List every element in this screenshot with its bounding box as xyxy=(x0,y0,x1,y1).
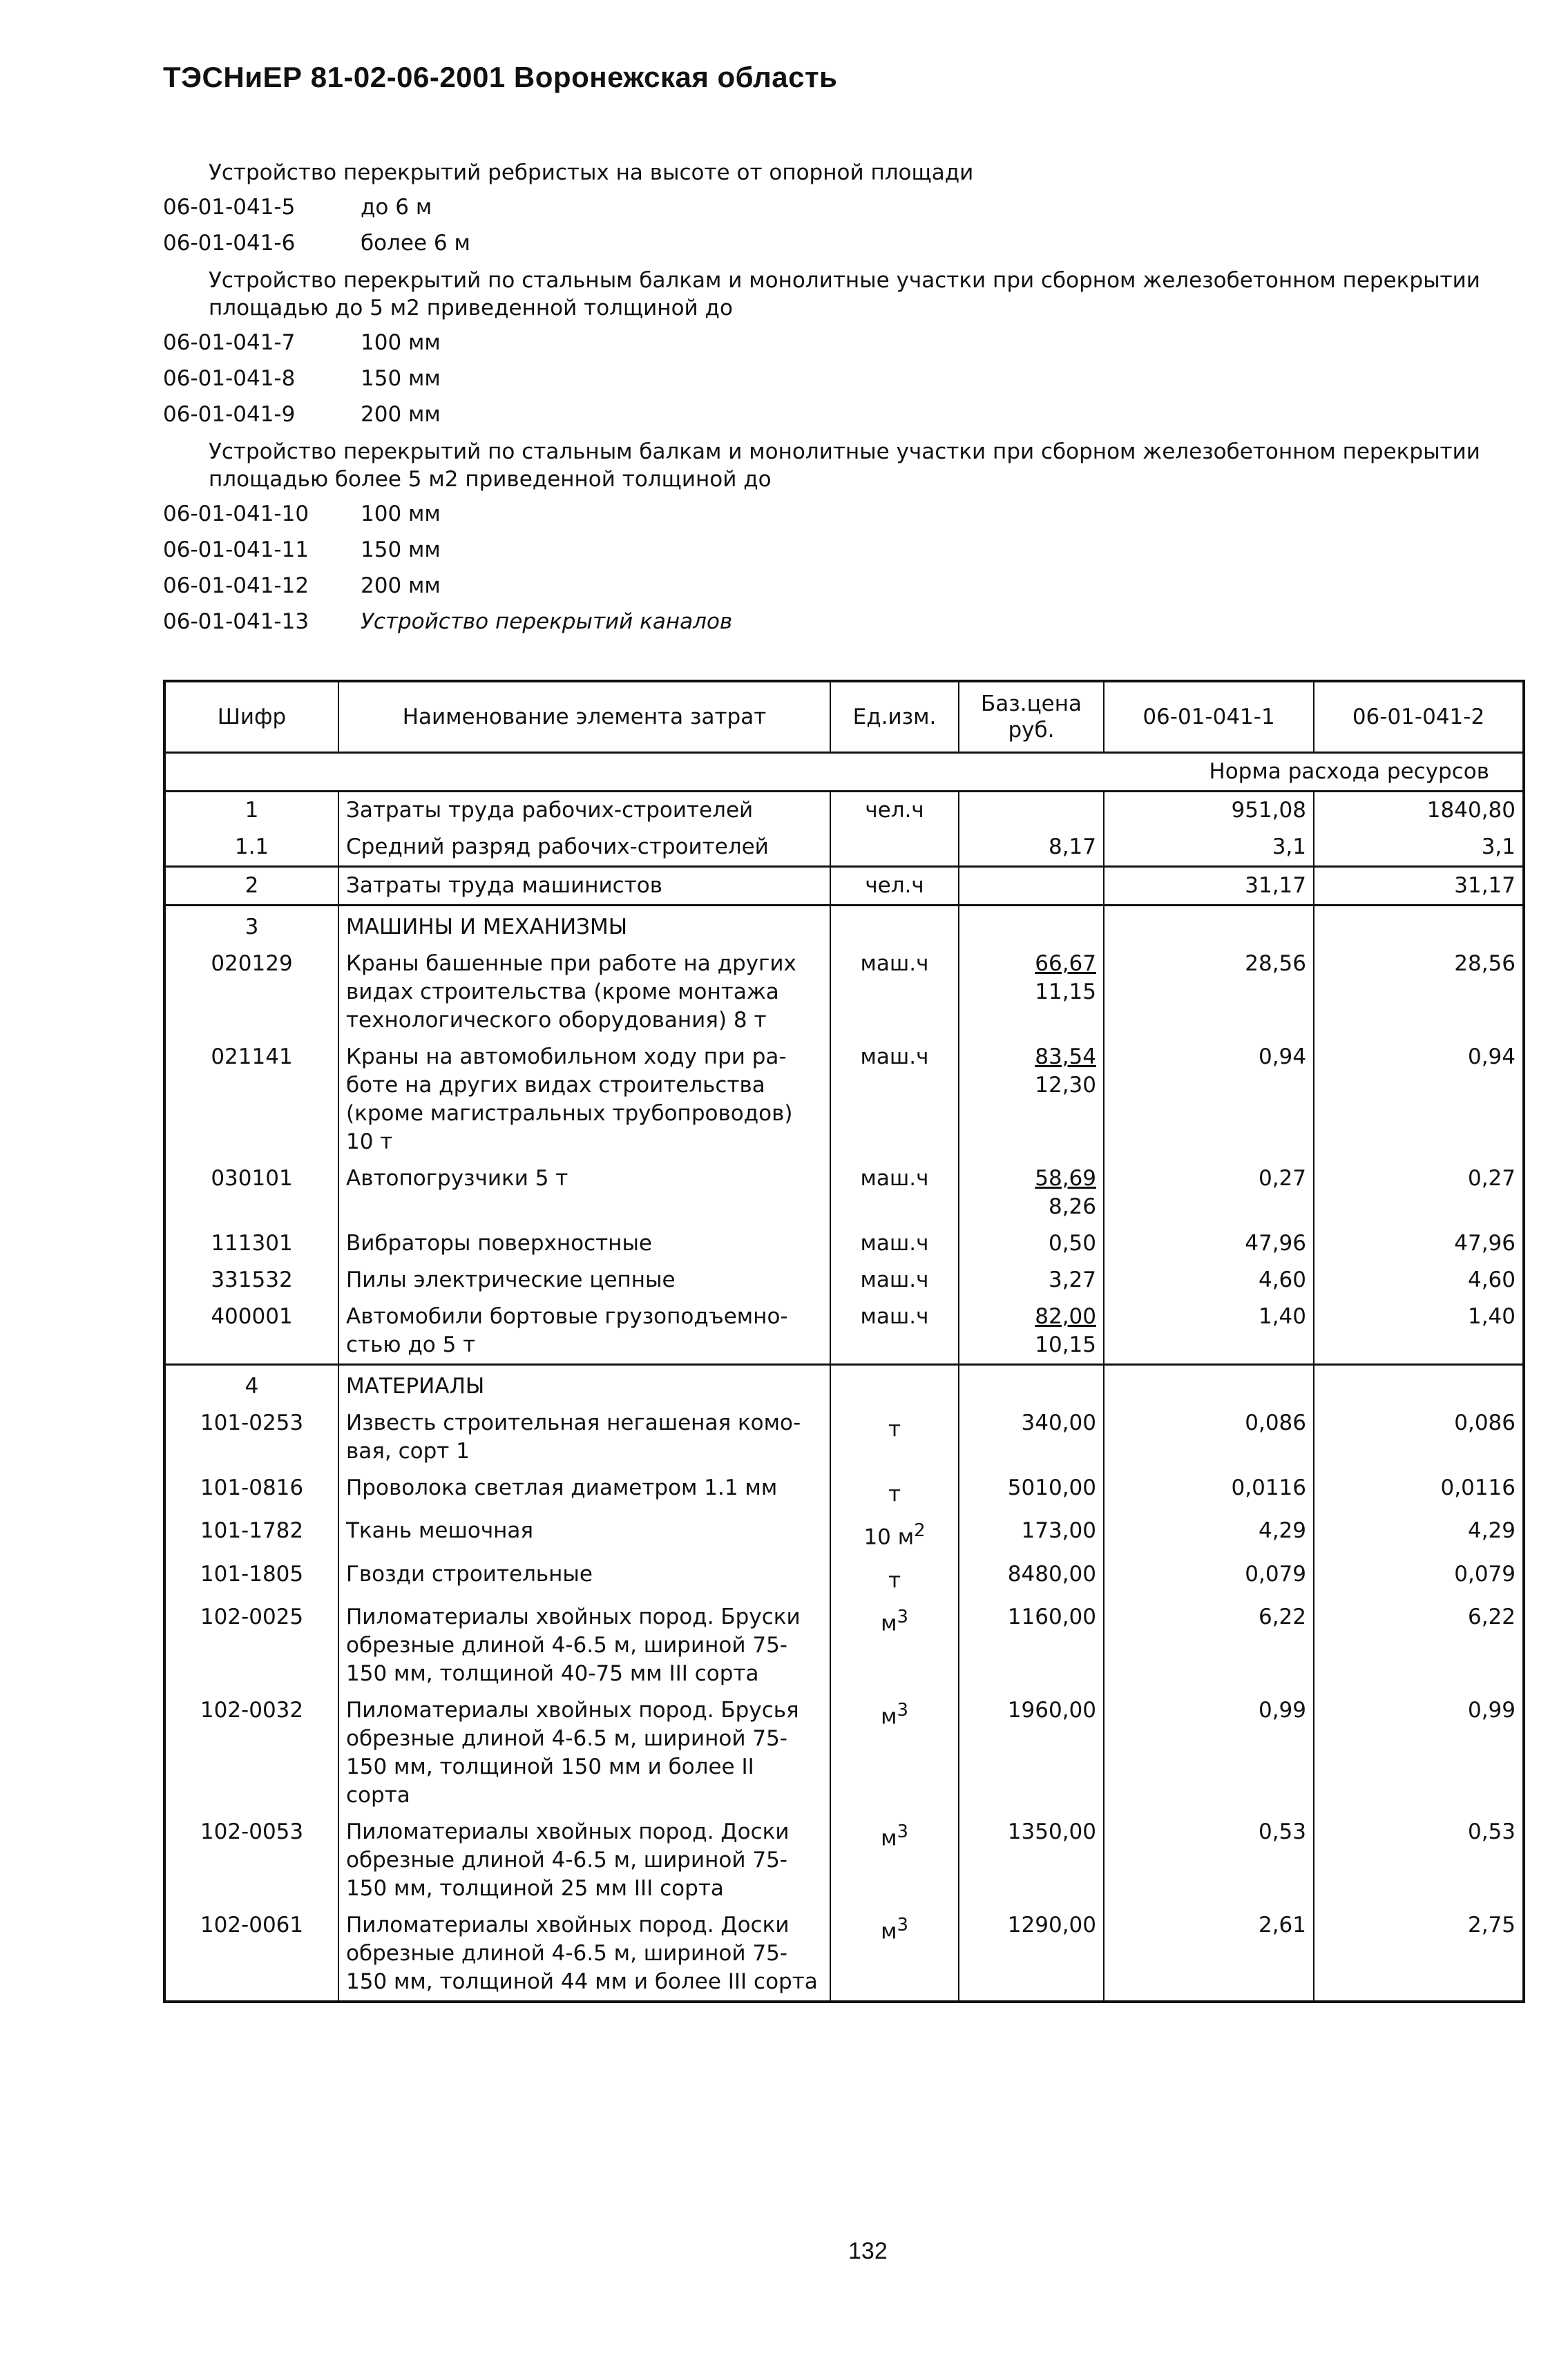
row-code: 1 xyxy=(164,792,338,830)
table-row xyxy=(164,1039,1524,1160)
price-total: 66,67 xyxy=(1035,951,1096,976)
row-value-2: 1840,80 xyxy=(1314,792,1524,830)
item-code: 06-01-041-8 xyxy=(163,366,296,391)
row-price: 340,00 xyxy=(959,1405,1104,1470)
group-title: Устройство перекрытий по стальным балкам и монолитные участки при сборном железобетонном перекрытии площадью до 5 м2 приведенной толщиной до xyxy=(209,268,1480,320)
row-price xyxy=(959,867,1104,906)
row-value-1: 3,1 xyxy=(1104,829,1314,867)
item-desc: 150 мм xyxy=(361,366,441,391)
row-value-1: 4,29 xyxy=(1104,1513,1314,1556)
table-row xyxy=(164,1814,1524,1907)
row-price xyxy=(959,1225,1104,1262)
header-col1: 06-01-041-1 xyxy=(1104,681,1314,753)
row-unit xyxy=(830,1814,959,1907)
row-value-2: 0,086 xyxy=(1314,1405,1524,1470)
price-total: 58,69 xyxy=(1035,1166,1096,1191)
row-name: МАШИНЫ И МЕХАНИЗМЫ xyxy=(338,906,830,946)
row-value-2: 3,1 xyxy=(1314,829,1524,867)
group-title: Устройство перекрытий ребристых на высоте от опорной площади xyxy=(209,160,974,185)
row-name: Пиломатериалы хвойных пород. Доски обрезные длиной 4-6.5 м, шириной 75-150 мм, толщиной 44 мм и более III сорта xyxy=(338,1907,830,2002)
row-value-1 xyxy=(1104,1365,1314,1406)
row-code: 331532 xyxy=(164,1262,338,1299)
row-value-2: 47,96 xyxy=(1314,1225,1524,1262)
row-value-2: 2,75 xyxy=(1314,1907,1524,2002)
group-title: Устройство перекрытий по стальным балкам и монолитные участки при сборном железобетонном перекрытии площадью более 5 м2 приведенной толщиной до xyxy=(209,439,1480,492)
row-name: Вибраторы поверхностные xyxy=(338,1225,830,1262)
item-desc: 150 мм xyxy=(361,537,441,562)
row-unit: маш.ч xyxy=(830,1039,959,1160)
row-code: 4 xyxy=(164,1365,338,1406)
row-value-1: 0,99 xyxy=(1104,1692,1314,1814)
row-name: Ткань мешочная xyxy=(338,1513,830,1556)
item-code: 06-01-041-6 xyxy=(163,231,296,256)
unit-exponent: 3 xyxy=(897,1821,908,1842)
row-code: 102-0032 xyxy=(164,1692,338,1814)
header-unit: Ед.изм. xyxy=(830,681,959,753)
item-desc: 100 мм xyxy=(361,330,441,355)
row-price xyxy=(959,1365,1104,1406)
row-name: Автопогрузчики 5 т xyxy=(338,1160,830,1225)
row-unit: чел.ч xyxy=(830,792,959,830)
unit-text: м xyxy=(881,1826,897,1851)
table-row xyxy=(164,1692,1524,1814)
row-name: Гвозди строительные xyxy=(338,1556,830,1599)
row-value-2: 6,22 xyxy=(1314,1599,1524,1692)
row-name: Средний разряд рабочих-строителей xyxy=(338,829,830,867)
row-name: Пиломатериалы хвойных пород. Доски обрезные длиной 4-6.5 м, шириной 75-150 мм, толщиной 25 мм III сорта xyxy=(338,1814,830,1907)
unit-text: 10 м xyxy=(863,1524,915,1550)
row-code: 2 xyxy=(164,867,338,906)
item-desc: более 6 м xyxy=(361,231,470,256)
list-item xyxy=(163,568,1531,604)
table-row xyxy=(164,1599,1524,1692)
item-code: 06-01-041-11 xyxy=(163,537,309,562)
price-wage: 10,15 xyxy=(1035,1332,1096,1357)
row-unit: маш.ч xyxy=(830,946,959,1039)
row-value-2: 28,56 xyxy=(1314,946,1524,1039)
row-unit xyxy=(830,1365,959,1406)
row-code: 102-0053 xyxy=(164,1814,338,1907)
header-price: Баз.цена руб. xyxy=(959,681,1104,753)
row-price xyxy=(959,1299,1104,1365)
row-value-1: 4,60 xyxy=(1104,1262,1314,1299)
row-code: 101-1782 xyxy=(164,1513,338,1556)
item-desc: Устройство перекрытий каналов xyxy=(361,609,733,634)
row-value-2: 4,29 xyxy=(1314,1513,1524,1556)
item-code: 06-01-041-5 xyxy=(163,195,296,220)
item-code: 06-01-041-10 xyxy=(163,501,309,526)
row-unit xyxy=(830,1470,959,1513)
unit-text: м xyxy=(881,1919,897,1944)
list-item xyxy=(163,496,1531,532)
list-item xyxy=(163,361,1531,396)
row-unit: маш.ч xyxy=(830,1299,959,1365)
unit-exponent: 3 xyxy=(897,1914,908,1935)
row-value-1: 47,96 xyxy=(1104,1225,1314,1262)
row-code: 020129 xyxy=(164,946,338,1039)
row-name: Затраты труда машинистов xyxy=(338,867,830,906)
row-value-1: 951,08 xyxy=(1104,792,1314,830)
row-name: Автомобили бортовые грузоподъемно-стью до 5 т xyxy=(338,1299,830,1365)
resource-table xyxy=(163,680,1525,2003)
row-value-2: 0,0116 xyxy=(1314,1470,1524,1513)
unit-text: м xyxy=(881,1611,897,1636)
row-unit: маш.ч xyxy=(830,1160,959,1225)
table-row xyxy=(164,829,1524,867)
row-value-2: 0,94 xyxy=(1314,1039,1524,1160)
row-name: Пиломатериалы хвойных пород. Бруски обрезные длиной 4-6.5 м, шириной 75-150 мм, толщиной 40-75 мм III сорта xyxy=(338,1599,830,1692)
row-value-2: 0,079 xyxy=(1314,1556,1524,1599)
item-desc: 100 мм xyxy=(361,501,441,526)
row-code: 111301 xyxy=(164,1225,338,1262)
list-item xyxy=(163,225,1531,261)
row-value-1: 28,56 xyxy=(1104,946,1314,1039)
row-unit xyxy=(830,1556,959,1599)
row-price: 1350,00 xyxy=(959,1814,1104,1907)
unit-exponent: 2 xyxy=(914,1520,926,1542)
row-value-2: 31,17 xyxy=(1314,867,1524,906)
list-item xyxy=(163,604,1531,640)
row-unit xyxy=(830,906,959,946)
item-code: 06-01-041-12 xyxy=(163,573,309,598)
table-row xyxy=(164,1160,1524,1225)
row-value-1: 0,086 xyxy=(1104,1405,1314,1470)
row-name: Проволока светлая диаметром 1.1 мм xyxy=(338,1470,830,1513)
norm-label: Норма расхода ресурсов xyxy=(164,753,1524,792)
row-price: 5010,00 xyxy=(959,1470,1104,1513)
row-value-1: 0,0116 xyxy=(1104,1470,1314,1513)
row-code: 1.1 xyxy=(164,829,338,867)
row-unit xyxy=(830,1405,959,1470)
list-item xyxy=(163,396,1531,432)
table-row xyxy=(164,906,1524,946)
table-row xyxy=(164,1556,1524,1599)
unit-exponent: 3 xyxy=(897,1606,908,1627)
row-price: 1960,00 xyxy=(959,1692,1104,1814)
price-total: 3,27 xyxy=(1048,1267,1096,1292)
item-desc: 200 мм xyxy=(361,573,441,598)
row-value-2: 0,27 xyxy=(1314,1160,1524,1225)
row-code: 400001 xyxy=(164,1299,338,1365)
norm-row xyxy=(164,753,1524,792)
row-price: 1160,00 xyxy=(959,1599,1104,1692)
row-code: 101-0816 xyxy=(164,1470,338,1513)
item-code: 06-01-041-7 xyxy=(163,330,296,355)
row-unit xyxy=(830,1513,959,1556)
row-value-2: 4,60 xyxy=(1314,1262,1524,1299)
row-unit: маш.ч xyxy=(830,1262,959,1299)
table-row xyxy=(164,1225,1524,1262)
row-price xyxy=(959,1262,1104,1299)
row-unit: чел.ч xyxy=(830,867,959,906)
row-unit xyxy=(830,1599,959,1692)
row-value-2: 0,53 xyxy=(1314,1814,1524,1907)
row-price: 8480,00 xyxy=(959,1556,1104,1599)
row-value-1: 0,53 xyxy=(1104,1814,1314,1907)
row-price: 1290,00 xyxy=(959,1907,1104,2002)
price-wage: 12,30 xyxy=(1035,1073,1096,1098)
row-value-2 xyxy=(1314,1365,1524,1406)
row-name: Известь строительная негашеная комо-вая, сорт 1 xyxy=(338,1405,830,1470)
row-name: Краны на автомобильном ходу при ра-боте на других видах строительства (кроме магистральных трубопроводов) 10 т xyxy=(338,1039,830,1160)
page-number: 132 xyxy=(848,2238,888,2264)
row-value-1: 2,61 xyxy=(1104,1907,1314,2002)
row-code: 021141 xyxy=(164,1039,338,1160)
price-wage: 11,15 xyxy=(1035,979,1096,1004)
price-total: 82,00 xyxy=(1035,1304,1096,1329)
list-item xyxy=(163,189,1531,225)
row-unit xyxy=(830,1692,959,1814)
item-desc: 200 мм xyxy=(361,402,441,427)
row-name: Пиломатериалы хвойных пород. Брусья обрезные длиной 4-6.5 м, шириной 75-150 мм, толщиной 150 мм и более II сорта xyxy=(338,1692,830,1814)
row-value-1: 0,079 xyxy=(1104,1556,1314,1599)
row-value-1: 1,40 xyxy=(1104,1299,1314,1365)
unit-text: т xyxy=(888,1567,901,1593)
unit-text: т xyxy=(888,1482,901,1507)
table-row xyxy=(164,946,1524,1039)
header-code: Шифр xyxy=(164,681,338,753)
row-unit: маш.ч xyxy=(830,1225,959,1262)
row-price xyxy=(959,792,1104,830)
row-code: 102-0061 xyxy=(164,1907,338,2002)
row-value-1: 6,22 xyxy=(1104,1599,1314,1692)
row-price: 173,00 xyxy=(959,1513,1104,1556)
unit-text: м xyxy=(881,1704,897,1730)
list-item xyxy=(163,325,1531,361)
table-row xyxy=(164,1365,1524,1406)
row-code: 101-0253 xyxy=(164,1405,338,1470)
table-row xyxy=(164,1299,1524,1365)
row-name: МАТЕРИАЛЫ xyxy=(338,1365,830,1406)
table-row xyxy=(164,1262,1524,1299)
row-price xyxy=(959,1160,1104,1225)
row-code: 030101 xyxy=(164,1160,338,1225)
row-value-1: 31,17 xyxy=(1104,867,1314,906)
price-total: 0,50 xyxy=(1048,1231,1096,1256)
header-col2: 06-01-041-2 xyxy=(1314,681,1524,753)
price-total: 83,54 xyxy=(1035,1044,1096,1069)
page-title: ТЭСНиЕР 81-02-06-2001 Воронежская область xyxy=(163,61,838,93)
table-header-row xyxy=(164,681,1524,753)
row-value-1: 0,94 xyxy=(1104,1039,1314,1160)
row-unit xyxy=(830,829,959,867)
row-price: 8,17 xyxy=(959,829,1104,867)
item-code: 06-01-041-13 xyxy=(163,609,309,634)
unit-text: т xyxy=(888,1417,901,1442)
row-code: 102-0025 xyxy=(164,1599,338,1692)
row-unit xyxy=(830,1907,959,2002)
table-row xyxy=(164,792,1524,830)
table-row xyxy=(164,867,1524,906)
row-price xyxy=(959,906,1104,946)
item-code: 06-01-041-9 xyxy=(163,402,296,427)
intro-section xyxy=(163,153,1531,640)
unit-exponent: 3 xyxy=(897,1699,908,1721)
row-value-2: 1,40 xyxy=(1314,1299,1524,1365)
table-row xyxy=(164,1513,1524,1556)
row-price xyxy=(959,1039,1104,1160)
row-name: Краны башенные при работе на других видах строительства (кроме монтажа технологического оборудования) 8 т xyxy=(338,946,830,1039)
table-row xyxy=(164,1405,1524,1470)
row-name: Пилы электрические цепные xyxy=(338,1262,830,1299)
row-price xyxy=(959,946,1104,1039)
row-value-2: 0,99 xyxy=(1314,1692,1524,1814)
header-name: Наименование элемента затрат xyxy=(338,681,830,753)
item-desc: до 6 м xyxy=(361,195,432,220)
row-code: 101-1805 xyxy=(164,1556,338,1599)
row-value-2 xyxy=(1314,906,1524,946)
price-wage: 8,26 xyxy=(1048,1194,1096,1219)
row-code: 3 xyxy=(164,906,338,946)
row-name: Затраты труда рабочих-строителей xyxy=(338,792,830,830)
table-row xyxy=(164,1470,1524,1513)
table-row xyxy=(164,1907,1524,2002)
row-value-1: 0,27 xyxy=(1104,1160,1314,1225)
row-value-1 xyxy=(1104,906,1314,946)
list-item xyxy=(163,532,1531,568)
